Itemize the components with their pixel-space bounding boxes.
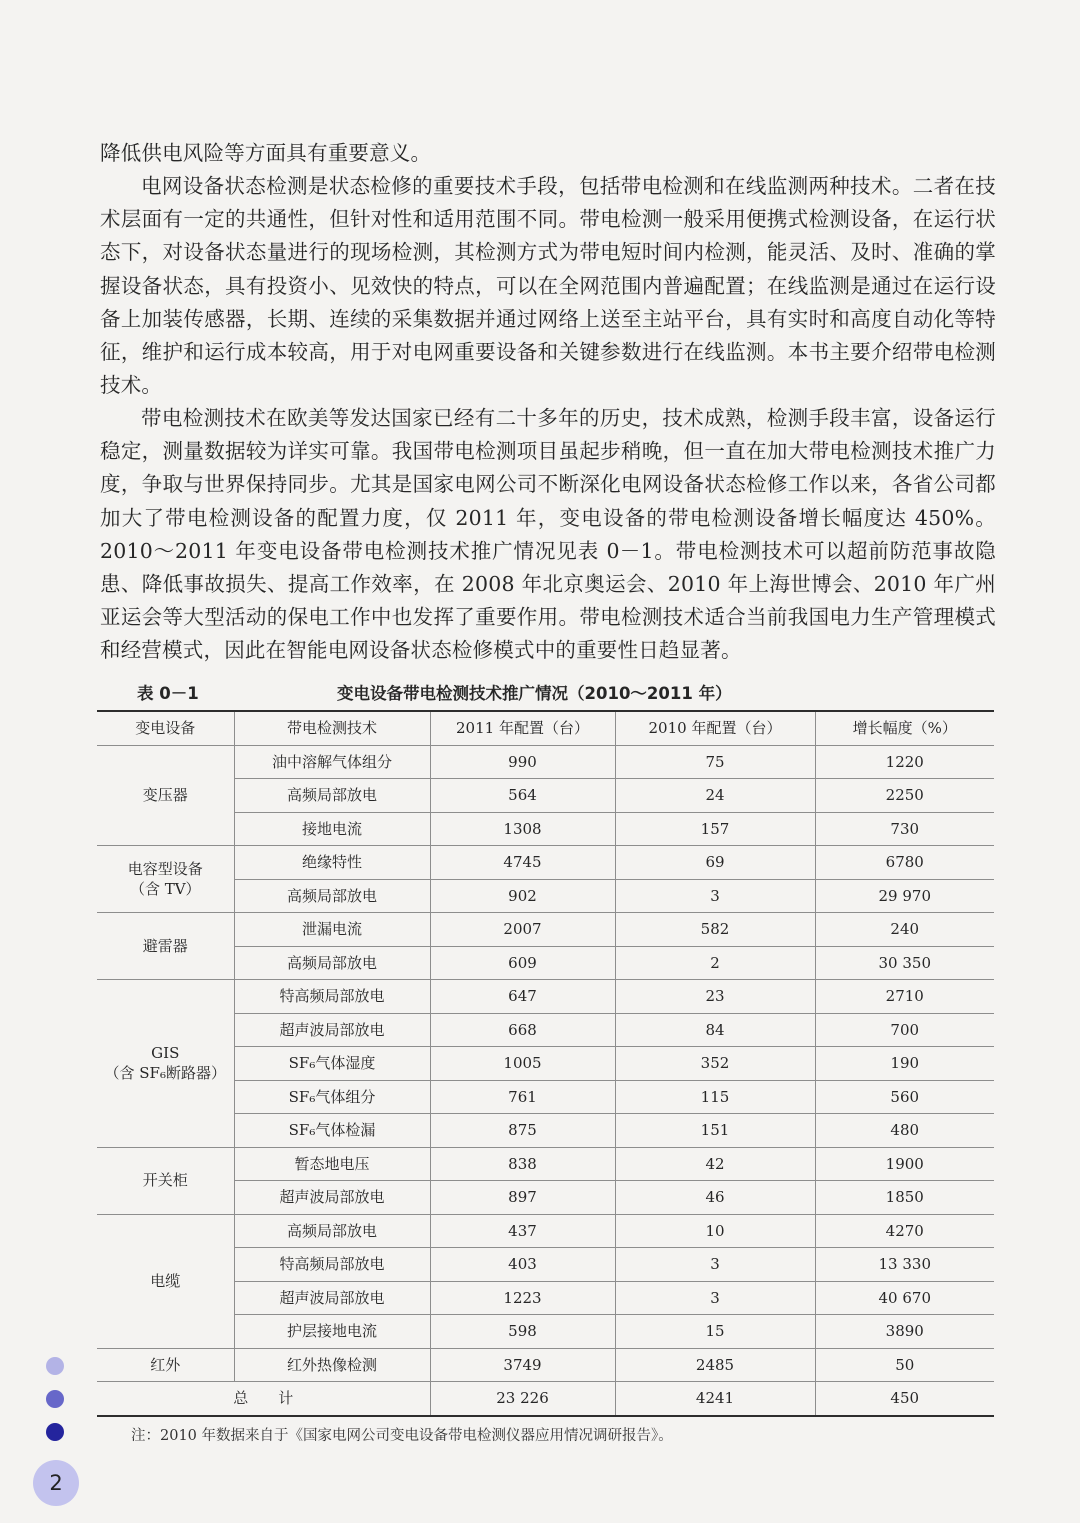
growth-cell: 29 970 (815, 879, 994, 913)
config-2011-cell: 668 (430, 1013, 615, 1047)
config-2010-cell: 151 (615, 1114, 815, 1148)
total-2011: 23 226 (430, 1382, 615, 1416)
header-2011: 2011 年配置（台） (430, 711, 615, 745)
dot-dark (46, 1423, 64, 1441)
technique-cell: 高频局部放电 (234, 779, 430, 813)
growth-cell: 1900 (815, 1147, 994, 1181)
growth-cell: 560 (815, 1080, 994, 1114)
config-2011-cell: 1223 (430, 1281, 615, 1315)
config-2011-cell: 564 (430, 779, 615, 813)
config-2010-cell: 157 (615, 812, 815, 846)
config-2010-cell: 42 (615, 1147, 815, 1181)
config-2011-cell: 902 (430, 879, 615, 913)
growth-cell: 4270 (815, 1214, 994, 1248)
technique-cell: 泄漏电流 (234, 913, 430, 947)
table-row (97, 980, 994, 1014)
table-row (97, 1348, 994, 1382)
table-body (97, 745, 994, 1416)
config-2011-cell: 609 (430, 946, 615, 980)
growth-cell: 13 330 (815, 1248, 994, 1282)
config-2010-cell: 352 (615, 1047, 815, 1081)
technique-cell: 高频局部放电 (234, 1214, 430, 1248)
config-2010-cell: 2 (615, 946, 815, 980)
growth-cell: 30 350 (815, 946, 994, 980)
config-2011-cell: 3749 (430, 1348, 615, 1382)
equipment-cell: 变压器 (97, 745, 234, 846)
dot-medium (46, 1390, 64, 1408)
growth-cell: 50 (815, 1348, 994, 1382)
decorative-dots (46, 1357, 68, 1456)
growth-cell: 3890 (815, 1315, 994, 1349)
config-2011-cell: 437 (430, 1214, 615, 1248)
config-2011-cell: 647 (430, 980, 615, 1014)
header-equipment: 变电设备 (97, 711, 234, 745)
growth-cell: 2710 (815, 980, 994, 1014)
technique-cell: 超声波局部放电 (234, 1281, 430, 1315)
config-2011-cell: 1308 (430, 812, 615, 846)
technique-cell: 护层接地电流 (234, 1315, 430, 1349)
total-growth: 450 (815, 1382, 994, 1416)
config-2010-cell: 23 (615, 980, 815, 1014)
config-2010-cell: 15 (615, 1315, 815, 1349)
technique-cell: 特高频局部放电 (234, 980, 430, 1014)
table-row (97, 1214, 994, 1248)
table-row (97, 1147, 994, 1181)
total-2010: 4241 (615, 1382, 815, 1416)
total-label: 总 计 (97, 1382, 430, 1416)
technique-cell: 接地电流 (234, 812, 430, 846)
growth-cell: 480 (815, 1114, 994, 1148)
growth-cell: 40 670 (815, 1281, 994, 1315)
total-row (97, 1382, 994, 1416)
config-2011-cell: 761 (430, 1080, 615, 1114)
growth-cell: 240 (815, 913, 994, 947)
equipment-cell: 红外 (97, 1348, 234, 1382)
paragraph-live-detection-history: 带电检测技术在欧美等发达国家已经有二十多年的历史，技术成熟，检测手段丰富，设备运行稳定，测量数据较为详实可靠。我国带电检测项目虽起步稍晚，但一直在加大带电检测技术推广力度，争取与世界保持同步。尤其是国家电网公司不断深化电网设备状态检修工作以来，各省公司都加大了带电检测设备的配置力度，仅 2011 年，变电设备的带电检测设备增长幅度达 450%。2010～2011 年变电设备带电检测技术推广情况见表 0－1。带电检测技术可以超前防范事故隐患、降低事故损失、提高工作效率，在 2008 年北京奥运会、2010 年上海世博会、2010 年广州亚运会等大型活动的保电工作中也发挥了重要作用。带电检测技术适合当前我国电力生产管理模式和经营模式，因此在智能电网设备状态检修模式中的重要性日趋显著。 (100, 406, 996, 663)
growth-cell: 1850 (815, 1181, 994, 1215)
config-2011-cell: 875 (430, 1114, 615, 1148)
growth-cell: 1220 (815, 745, 994, 779)
config-2010-cell: 582 (615, 913, 815, 947)
equipment-cell: 开关柜 (97, 1147, 234, 1214)
config-2011-cell: 897 (430, 1181, 615, 1215)
page-number: 2 (33, 1460, 79, 1506)
technique-cell: 暂态地电压 (234, 1147, 430, 1181)
growth-cell: 700 (815, 1013, 994, 1047)
config-2010-cell: 69 (615, 846, 815, 880)
config-2010-cell: 75 (615, 745, 815, 779)
table-title: 变电设备带电检测技术推广情况（2010～2011 年） (337, 684, 732, 703)
config-2010-cell: 3 (615, 879, 815, 913)
table-caption (97, 678, 997, 706)
equipment-cell: 电容型设备 （含 TV） (97, 846, 234, 913)
config-2010-cell: 46 (615, 1181, 815, 1215)
paragraph-state-detection: 电网设备状态检测是状态检修的重要技术手段，包括带电检测和在线监测两种技术。二者在技术层面有一定的共通性，但针对性和适用范围不同。带电检测一般采用便携式检测设备，在运行状态下，对设备状态量进行的现场检测，其检测方式为带电短时间内检测，能灵活、及时、准确的掌握设备状态，具有投资小、见效快的特点，可以在全网范围内普遍配置；在线监测是通过在运行设备上加装传感器，长期、连续的采集数据并通过网络上送至主站平台，具有实时和高度自动化等特征，维护和运行成本较高，用于对电网重要设备和关键参数进行在线监测。本书主要介绍带电检测技术。 (100, 174, 996, 398)
technique-cell: 超声波局部放电 (234, 1181, 430, 1215)
config-2011-cell: 990 (430, 745, 615, 779)
equipment-cell: 电缆 (97, 1214, 234, 1348)
growth-cell: 6780 (815, 846, 994, 880)
table-number: 表 0－1 (137, 684, 199, 703)
paragraph-continuation: 降低供电风险等方面具有重要意义。 (100, 141, 432, 165)
technique-cell: SF₆气体湿度 (234, 1047, 430, 1081)
config-2010-cell: 2485 (615, 1348, 815, 1382)
growth-cell: 190 (815, 1047, 994, 1081)
config-2010-cell: 10 (615, 1214, 815, 1248)
config-2011-cell: 4745 (430, 846, 615, 880)
config-2011-cell: 1005 (430, 1047, 615, 1081)
table-header-row (97, 711, 994, 745)
config-2011-cell: 598 (430, 1315, 615, 1349)
dot-light (46, 1357, 64, 1375)
table-note: 注：2010 年数据来自于《国家电网公司变电设备带电检测仪器应用情况调研报告》。 (131, 1428, 673, 1444)
technique-cell: 绝缘特性 (234, 846, 430, 880)
equipment-cell: GIS （含 SF₆断路器） (97, 980, 234, 1148)
technique-cell: 红外热像检测 (234, 1348, 430, 1382)
table-row (97, 846, 994, 880)
growth-cell: 730 (815, 812, 994, 846)
technique-cell: 特高频局部放电 (234, 1248, 430, 1282)
technique-cell: 油中溶解气体组分 (234, 745, 430, 779)
technique-cell: 高频局部放电 (234, 946, 430, 980)
technique-cell: SF₆气体组分 (234, 1080, 430, 1114)
technique-cell: SF₆气体检漏 (234, 1114, 430, 1148)
promotion-table (97, 710, 994, 1417)
technique-cell: 超声波局部放电 (234, 1013, 430, 1047)
config-2011-cell: 838 (430, 1147, 615, 1181)
header-growth: 增长幅度（%） (815, 711, 994, 745)
header-2010: 2010 年配置（台） (615, 711, 815, 745)
table-row (97, 745, 994, 779)
equipment-cell: 避雷器 (97, 913, 234, 980)
config-2010-cell: 3 (615, 1248, 815, 1282)
technique-cell: 高频局部放电 (234, 879, 430, 913)
config-2010-cell: 115 (615, 1080, 815, 1114)
growth-cell: 2250 (815, 779, 994, 813)
config-2010-cell: 24 (615, 779, 815, 813)
config-2010-cell: 84 (615, 1013, 815, 1047)
config-2010-cell: 3 (615, 1281, 815, 1315)
header-technique: 带电检测技术 (234, 711, 430, 745)
table-row (97, 913, 994, 947)
config-2011-cell: 2007 (430, 913, 615, 947)
config-2011-cell: 403 (430, 1248, 615, 1282)
